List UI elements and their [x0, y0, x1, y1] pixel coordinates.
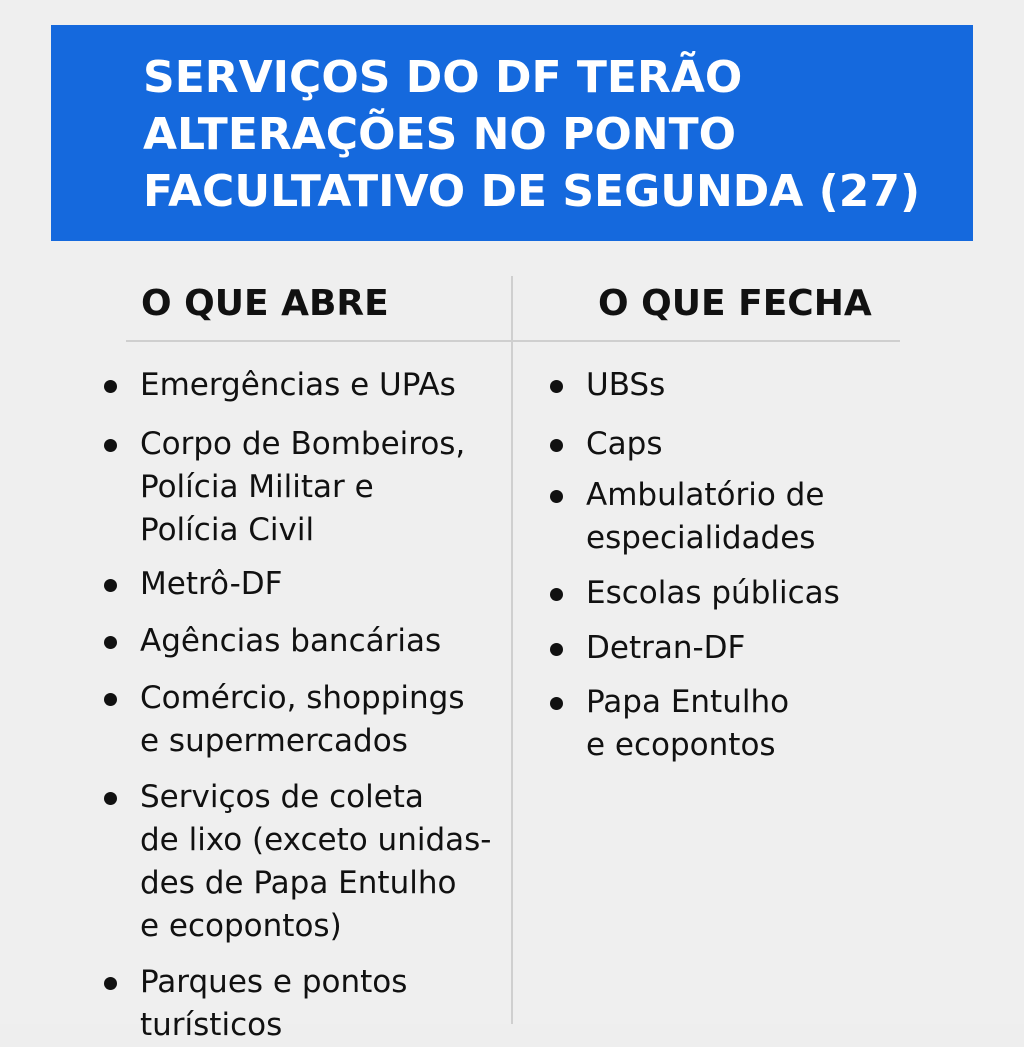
list-item — [550, 364, 930, 407]
list-item — [104, 776, 514, 948]
list-item-text: Corpo de Bombeiros, — [140, 426, 466, 462]
bullet-icon — [104, 977, 117, 990]
title-banner — [51, 25, 973, 241]
heading-divider — [126, 340, 900, 342]
list-item-text: e supermercados — [140, 723, 408, 759]
bullet-icon — [104, 380, 117, 393]
list-item-text: Parques e pontos — [140, 964, 408, 1000]
bullet-icon — [550, 490, 563, 503]
list-item-text: turísticos — [140, 1007, 283, 1043]
list-item — [104, 364, 514, 407]
title-line: ALTERAÇÕES NO PONTO — [143, 109, 737, 160]
list-item-text: Detran-DF — [586, 630, 746, 666]
list-item-text: UBSs — [586, 367, 666, 403]
list-item — [550, 572, 930, 615]
open-services-list — [104, 364, 514, 1047]
bullet-icon — [104, 579, 117, 592]
list-item — [550, 423, 930, 466]
page-title — [143, 49, 920, 220]
closed-column-heading: O QUE FECHA — [598, 283, 872, 324]
list-item — [550, 474, 930, 560]
list-item — [104, 620, 514, 663]
title-line: SERVIÇOS DO DF TERÃO — [143, 52, 743, 103]
list-item-text: e ecopontos) — [140, 908, 342, 944]
list-item-text: Caps — [586, 426, 663, 462]
list-item — [550, 627, 930, 670]
title-line: FACULTATIVO DE SEGUNDA (27) — [143, 166, 921, 217]
bullet-icon — [550, 380, 563, 393]
bullet-icon — [104, 439, 117, 452]
list-item-text: Ambulatório de — [586, 477, 825, 513]
bullet-icon — [104, 693, 117, 706]
list-item-text: especialidades — [586, 520, 816, 556]
open-column-heading: O QUE ABRE — [141, 283, 389, 324]
list-item-text: Polícia Militar e — [140, 469, 374, 505]
bullet-icon — [550, 588, 563, 601]
bullet-icon — [550, 643, 563, 656]
list-item-text: de lixo (exceto unidas- — [140, 822, 492, 858]
list-item-text: Comércio, shoppings — [140, 680, 465, 716]
list-item-text: Polícia Civil — [140, 512, 315, 548]
list-item — [104, 961, 514, 1047]
list-item-text: des de Papa Entulho — [140, 865, 457, 901]
list-item — [104, 677, 514, 763]
bullet-icon — [104, 792, 117, 805]
list-item-text: Papa Entulho — [586, 684, 790, 720]
bullet-icon — [550, 439, 563, 452]
bullet-icon — [550, 697, 563, 710]
closed-services-list — [550, 364, 930, 767]
list-item-text: Emergências e UPAs — [140, 367, 456, 403]
list-item — [104, 563, 514, 606]
list-item-text: Escolas públicas — [586, 575, 840, 611]
bullet-icon — [104, 636, 117, 649]
list-item — [104, 423, 514, 552]
list-item — [550, 681, 930, 767]
list-item-text: Metrô-DF — [140, 566, 283, 602]
list-item-text: Agências bancárias — [140, 623, 442, 659]
list-item-text: Serviços de coleta — [140, 779, 424, 815]
list-item-text: e ecopontos — [586, 727, 776, 763]
